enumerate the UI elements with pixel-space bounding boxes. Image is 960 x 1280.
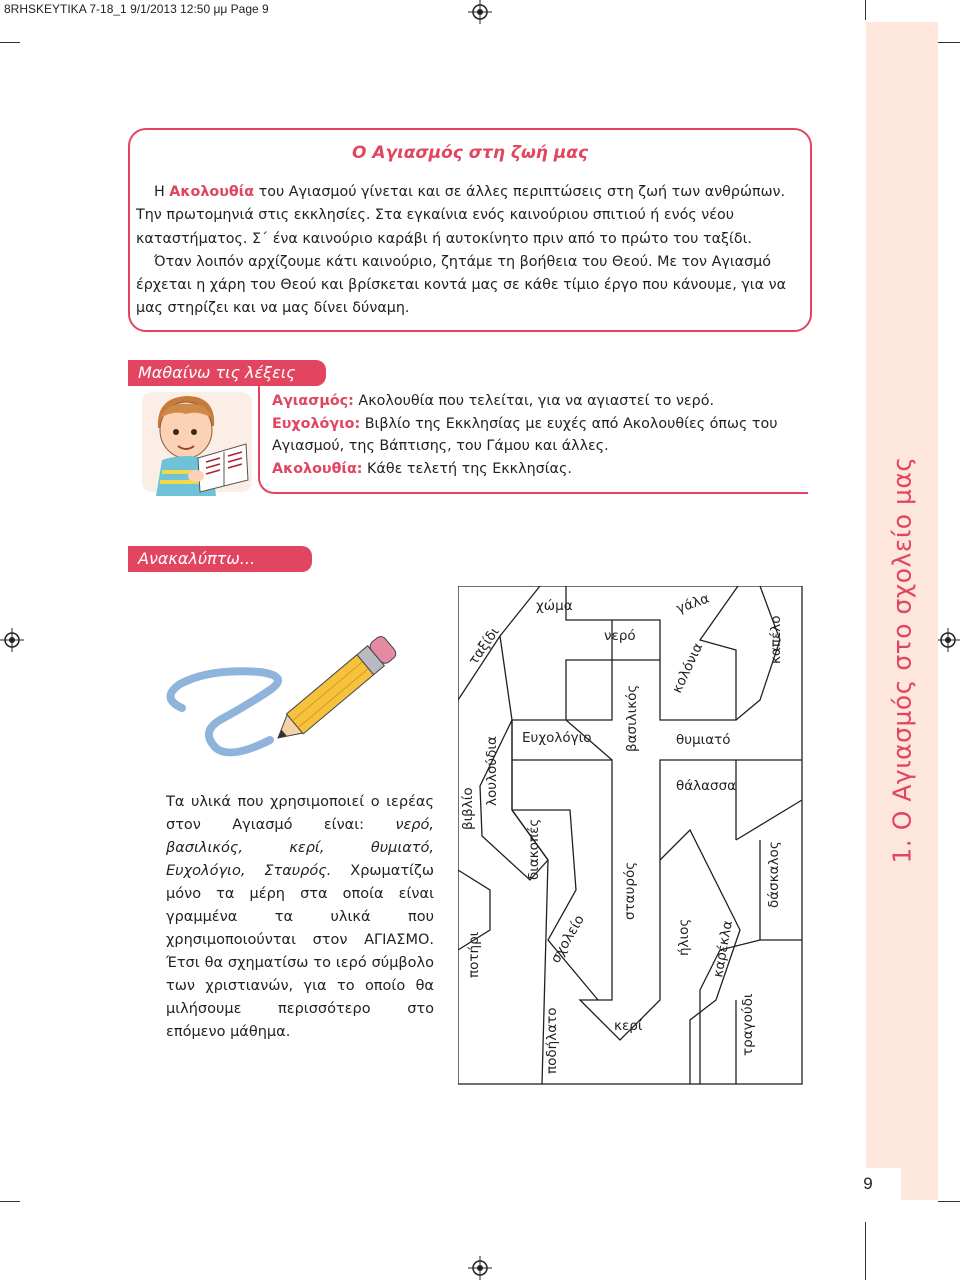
intro-p1-highlight: Ακολουθία [169,184,255,200]
learn-words-tag: Μαθαίνω τις λέξεις [128,360,326,386]
puzzle-word: ταξίδι [465,624,503,668]
intro-paragraph-2: Όταν λοιπόν αρχίζουμε κάτι καινούριο, ζητάμε τη βοήθεια του Θεού. Με τον Αγιασμό έρχεται η χάρη του Θεού και βρίσκεται κοντά μας σε κάθε τίμιο έργο που κάνουμε, για να μας στηρίζει και να μας δίνει δύναμη. [136,253,787,317]
puzzle-divider [566,660,612,720]
puzzle-word: βασιλικός [624,684,640,752]
discover-instructions [166,791,434,1044]
vocab-term: Ακολουθία: [272,460,363,477]
instructions-intro: Τα υλικά που χρησιμοποιεί ο ιερέας στον Αγιασμό είναι: [166,794,434,833]
puzzle-divider [512,810,598,1000]
puzzle-word: Ευχολόγιο [522,730,592,746]
puzzle-divider [736,800,802,840]
crop-mark [0,42,20,43]
vocab-definition: Βιβλίο της Εκκλησίας με ευχές από Ακολουθίες όπως του Αγιασμού, της Βάπτισης, του Γάμου και άλλες. [272,415,778,454]
discover-tag: Ανακαλύπτω... [128,546,312,572]
vocab-term: Ευχολόγιο: [272,415,361,432]
puzzle-word: διακοπές [526,818,542,880]
intro-text [136,181,808,321]
crop-mark [938,1201,960,1202]
puzzle-word: νερό [604,628,636,644]
pencil-icon [150,628,400,778]
vocab-definition: Κάθε τελετή της Εκκλησίας. [362,460,572,477]
puzzle-word: σχολείο [547,912,588,966]
vocab-definition: Ακολουθία που τελείται, για να αγιαστεί το νερό. [353,393,715,409]
intro-p1-post: του Αγιασμού γίνεται και σε άλλες περιπτώσεις στη ζωή των ανθρώπων. Την πρωτομηνιά στις εκκλησίες. Στα εγκαίνια ενός καινούριου σπιτιού ή ενός νέου καταστήματος. Σ΄ ένα καινούριο καράβι ή αυτοκίνητο πριν από το πρώτο του ταξίδι. [136,184,786,247]
vocab-entry-efchologio [272,413,800,458]
puzzle-word: ποτήρι [466,931,482,978]
intro-p1-pre: Η [154,184,170,200]
vocab-entry-agiasmos [272,390,800,413]
registration-mark-icon [936,628,960,652]
materials-list: νερό, βασιλικός, κερί, θυμιατό, Ευχολόγιο, Σταυρός. [166,817,434,879]
crop-mark [0,1201,20,1202]
vocab-entry-akolouthia [272,458,800,481]
printer-slug: 8RHSKEYTIKA 7-18_1 9/1/2013 12:50 μμ Page 9 [4,2,269,16]
intro-paragraph-1 [136,181,808,251]
crop-mark [938,42,960,43]
puzzle-divider [512,720,548,1084]
page-number: 9 [835,1168,901,1200]
puzzle-word: θυμιατό [676,732,731,748]
puzzle-word: καρέκλα [710,919,736,979]
puzzle-word: χώμα [536,598,573,614]
registration-mark-icon [468,1256,492,1280]
intro-title: Ο Αγιασμός στη ζωή μας [351,143,589,163]
puzzle-divider [500,586,540,636]
cross-puzzle [458,586,804,1086]
registration-mark-icon [468,0,492,24]
puzzle-word: σταυρός [622,861,638,920]
puzzle-word: ποδήλατο [544,1007,560,1074]
vocab-list [272,390,800,480]
puzzle-word: δάσκαλος [766,841,782,908]
puzzle-word: θάλασσα [676,778,737,794]
puzzle-word: κερί [614,1018,643,1034]
puzzle-word: βιβλίο [460,787,476,830]
child-reading-illustration [136,388,258,496]
registration-mark-icon [0,628,24,652]
puzzle-word: ήλιος [676,918,692,956]
crop-mark [865,0,866,20]
puzzle-word: κολόνια [669,640,707,696]
crop-mark [865,1222,866,1280]
instructions-body: Χρωματίζω μόνο τα μέρη στα οποία είναι γραμμένα τα υλικά που χρησιμοποιούνται στον ΑΓΙΑΣΜΟ. Έτσι θα σχηματίσω το ιερό σύμβολο των χριστιανών, για το οποίο θα μιλήσουμε περισσότερο στο επόμενο μάθημα. [166,863,434,1040]
puzzle-word: γάλα [674,590,712,617]
vocab-term: Αγιασμός: [272,393,354,409]
puzzle-word: καπέλο [768,615,784,664]
puzzle-word: τραγούδι [740,993,756,1056]
puzzle-word: λουλούδια [484,736,500,806]
chapter-title: 1. Ο Αγιασμός στο σχολείο μας [887,456,917,864]
